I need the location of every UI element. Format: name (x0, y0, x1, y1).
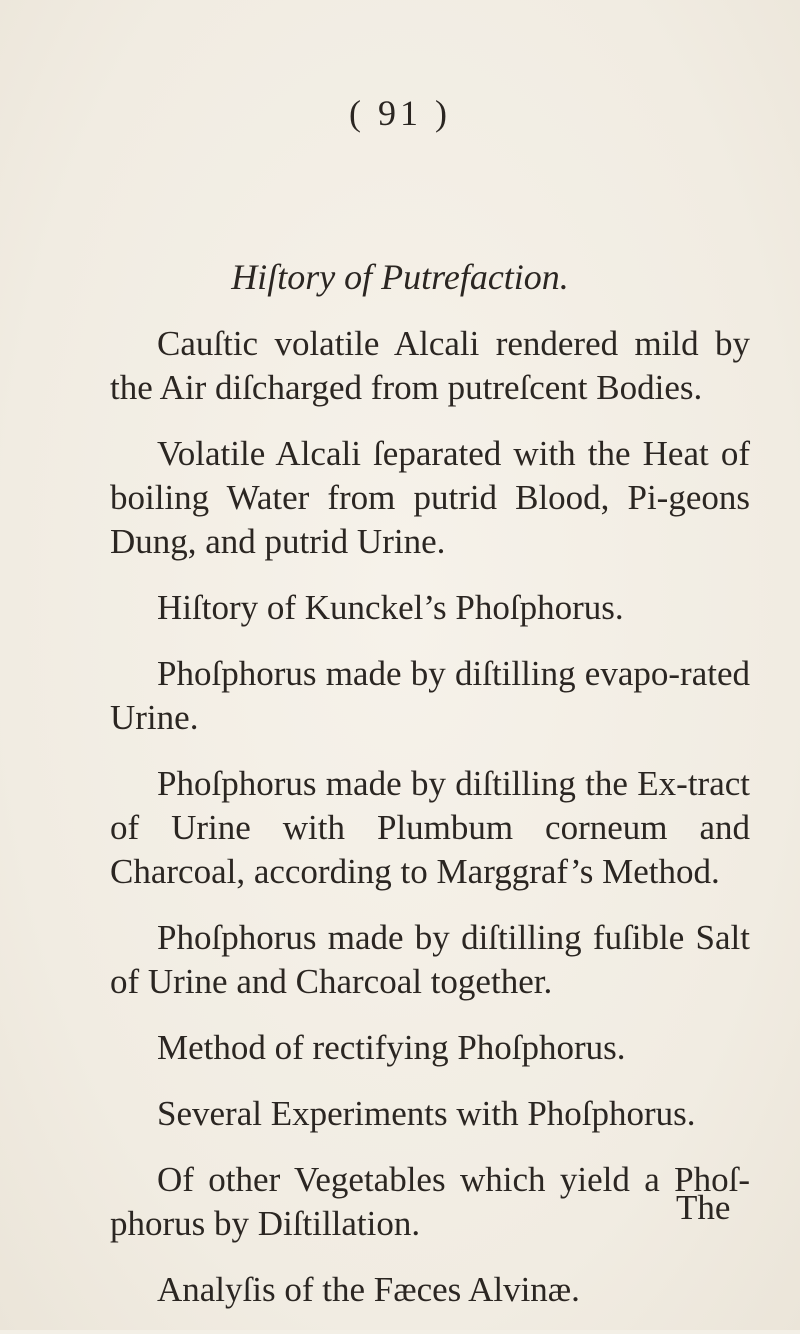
contents-entry: Phoſphorus made by diſtilling the Ex-tract of Urine with Plumbum corneum and Charcoal, according to Marggraf’s Method. (110, 764, 750, 891)
contents-entry: Phoſphorus made by diſtilling evapo-rated Urine. (110, 654, 750, 737)
contents-entry: Cauſtic volatile Alcali rendered mild by the Air diſcharged from putreſcent Bodies. (110, 324, 750, 407)
contents-entry: Method of rectifying Phoſphorus. (157, 1028, 626, 1067)
section-heading: Hiſtory of Putrefaction. (231, 257, 569, 297)
contents-entry: Of other Vegetables which yield a Phoſ-phorus by Diſtillation. (110, 1160, 750, 1243)
contents-list (110, 322, 750, 1334)
contents-entry: Hiſtory of Kunckel’s Phoſphorus. (157, 588, 624, 627)
contents-entry: Phoſphorus made by diſtilling fuſible Salt of Urine and Charcoal together. (110, 918, 750, 1001)
catchword: The (676, 1188, 731, 1227)
contents-entry: Volatile Alcali ſeparated with the Heat of boiling Water from putrid Blood, Pi-geons Dung, and putrid Urine. (110, 434, 750, 561)
contents-entry: Several Experiments with Phoſphorus. (157, 1094, 696, 1133)
page-number: ( 91 ) (349, 93, 451, 133)
contents-entry: Analyſis of the Fæces Alvinæ. (157, 1270, 580, 1309)
